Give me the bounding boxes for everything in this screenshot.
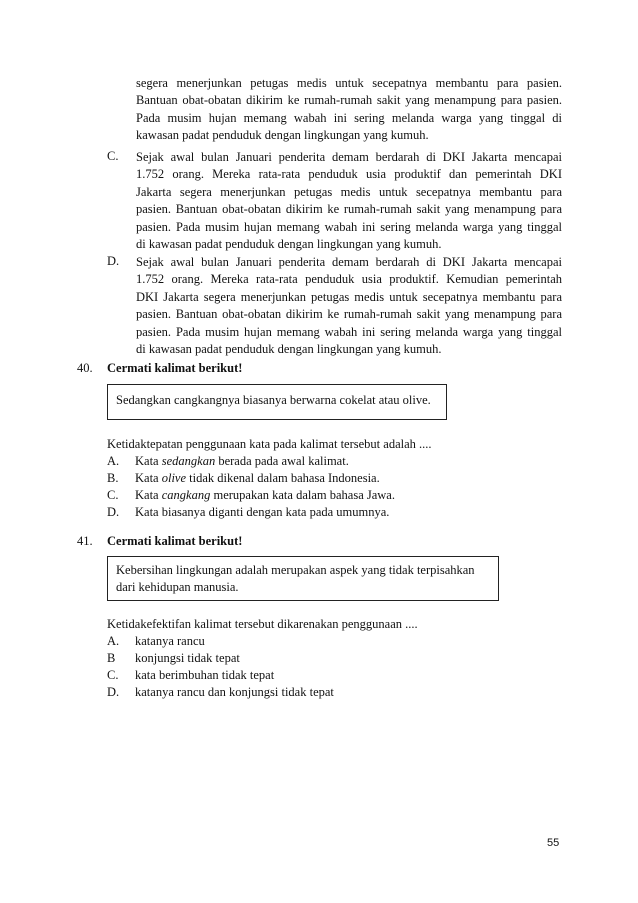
answer-40-d <box>107 505 389 520</box>
question-40-sentence: Sedangkan cangkangnya biasanya berwarna cokelat atau olive. <box>116 393 431 407</box>
question-41-number: 41. <box>77 534 93 548</box>
text-line: 1.752 orang. Mereka rata-rata penduduk usia produktif. Kemudian pemerintah <box>136 272 562 287</box>
option-c-letter: C. <box>107 149 119 163</box>
option-d-text <box>136 254 562 358</box>
answer-text: merupakan kata dalam bahasa Jawa. <box>210 488 395 502</box>
answer-italic-word: cangkang <box>161 488 211 502</box>
text-line: Jakarta segera menerjunkan petugas medis untuk secepatnya membantu para <box>136 184 562 199</box>
answer-text: Kata <box>135 488 162 502</box>
answer-letter: B <box>107 651 116 665</box>
answer-40-c <box>107 488 395 503</box>
answer-letter: C. <box>107 668 119 682</box>
answer-text: Kata <box>135 454 162 468</box>
answer-text: Kata <box>135 471 162 485</box>
text-line: Sejak awal bulan Januari penderita demam berdarah di DKI Jakarta mencapai <box>136 255 562 269</box>
text-line: di kawasan padat penduduk dengan lingkungan yang kumuh. <box>136 342 442 357</box>
answer-italic-word: sedangkan <box>161 454 216 468</box>
answer-text: katanya rancu <box>135 634 205 648</box>
question-41-sentence-box <box>107 556 499 601</box>
answer-40-b <box>107 471 380 486</box>
answer-letter: D. <box>107 505 120 519</box>
answer-text: Kata biasanya diganti dengan kata pada umumnya. <box>135 505 390 519</box>
text-line: Bantuan obat-obatan dikirim ke rumah-rumah sakit yang menampung para pasien. <box>136 93 562 108</box>
text-line: kawasan padat penduduk dengan lingkungan yang kumuh. <box>136 128 429 143</box>
text-line: pasien. Pada musim hujan memang wabah ini sering melanda warga yang tinggal <box>136 219 562 234</box>
answer-text: kata berimbuhan tidak tepat <box>135 668 275 682</box>
answer-letter: B. <box>107 471 119 485</box>
text-line: pasien. Bantuan obat-obatan dikirim ke rumah-rumah sakit yang menampung para <box>136 202 562 217</box>
answer-text: tidak dikenal dalam bahasa Indonesia. <box>186 471 380 485</box>
option-d-letter: D. <box>107 254 120 268</box>
text-line: Sejak awal bulan Januari penderita demam berdarah di DKI Jakarta mencapai <box>136 150 562 164</box>
answer-letter: A. <box>107 634 120 648</box>
question-40-title: Cermati kalimat berikut! <box>107 361 243 375</box>
answer-40-a <box>107 454 349 469</box>
question-40-number: 40. <box>77 361 93 375</box>
text-line: pasien. Bantuan obat-obatan dikirim ke rumah-rumah sakit yang menampung para <box>136 307 562 322</box>
answer-text: konjungsi tidak tepat <box>135 651 240 665</box>
question-41-sentence-line: dari kehidupan manusia. <box>116 580 239 594</box>
answer-41-b <box>107 651 240 666</box>
text-line: 1.752 orang. Mereka rata-rata penduduk usia produktif dan pemerintah DKI <box>136 167 562 182</box>
text-line: di kawasan padat penduduk dengan lingkungan yang kumuh. <box>136 237 442 252</box>
question-41-sentence-line: Kebersihan lingkungan adalah merupakan aspek yang tidak terpisahkan <box>116 563 475 577</box>
answer-41-a <box>107 634 205 649</box>
option-c-text <box>136 149 562 253</box>
text-line: DKI Jakarta segera menerjunkan petugas medis untuk secepatnya membantu para <box>136 289 562 304</box>
text-line: segera menerjunkan petugas medis untuk secepatnya membantu para pasien. <box>136 76 562 90</box>
answer-italic-word: olive <box>161 471 187 485</box>
answer-letter: D. <box>107 685 120 699</box>
answer-41-c <box>107 668 274 683</box>
question-41-title: Cermati kalimat berikut! <box>107 534 243 548</box>
question-40-sentence-box <box>107 384 447 420</box>
answer-text: katanya rancu dan konjungsi tidak tepat <box>135 685 334 699</box>
text-line: pasien. Pada musim hujan memang wabah ini sering melanda warga yang tinggal <box>136 324 562 339</box>
answer-text: berada pada awal kalimat. <box>215 454 349 468</box>
page-number: 55 <box>547 837 560 849</box>
question-40-prompt: Ketidaktepatan penggunaan kata pada kalimat tersebut adalah .... <box>107 437 432 451</box>
answer-letter: A. <box>107 454 120 468</box>
text-line: Pada musim hujan memang wabah ini sering melanda warga yang tinggal di <box>136 110 562 125</box>
answer-41-d <box>107 685 334 700</box>
answer-letter: C. <box>107 488 119 502</box>
question-41-prompt: Ketidakefektifan kalimat tersebut dikarenakan penggunaan .... <box>107 617 418 631</box>
option-b-continuation <box>136 75 562 145</box>
